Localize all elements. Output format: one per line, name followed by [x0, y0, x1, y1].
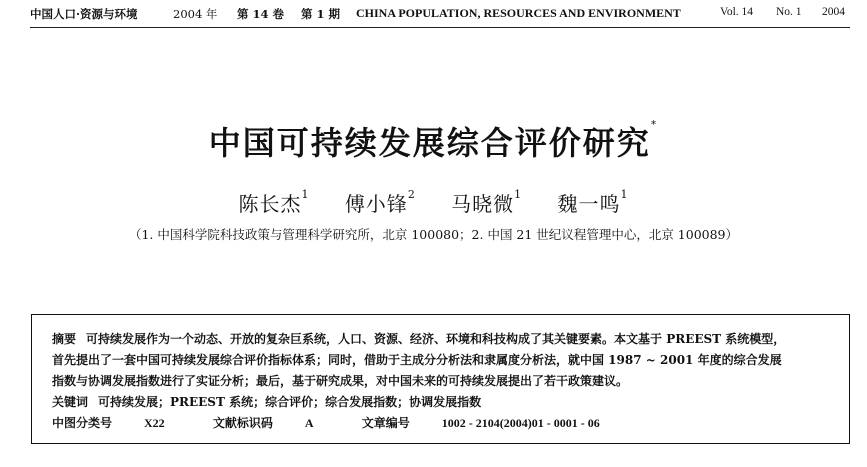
abstract-line: 指数与协调发展指数进行了实证分析；最后，基于研究成果，对中国未来的可持续发展提出了若干政策建议。	[52, 374, 629, 388]
author	[238, 188, 310, 216]
author-name: 马晓微	[451, 192, 515, 216]
doc-code-value: A	[304, 416, 314, 430]
clc-label: 中图分类号	[52, 416, 113, 430]
journal-name-en: CHINA POPULATION, RESOURCES AND ENVIRONMENT	[356, 6, 681, 20]
article-no-field	[362, 416, 622, 430]
title-footnote-mark: *	[650, 118, 659, 131]
abstract-box	[31, 314, 850, 444]
author	[344, 188, 416, 216]
classification-line	[52, 413, 833, 434]
author-name: 魏一鸣	[557, 192, 621, 216]
article-no-value: 1002 - 2104(2004)01 - 0001 - 06	[441, 416, 600, 430]
author-affil-mark: 1	[301, 188, 310, 201]
doc-code-field	[213, 416, 336, 430]
keywords-text: 可持续发展；PREEST 系统；综合评价；综合发展指数；协调发展指数	[98, 395, 482, 409]
journal-year-en: 2004	[822, 6, 845, 18]
header-rule	[30, 27, 850, 28]
article-no-label: 文章编号	[361, 416, 410, 430]
affiliations: （1. 中国科学院科技政策与管理科学研究所，北京 100080；2. 中国 21 世纪议程管理中心，北京 100089）	[128, 227, 739, 242]
abstract-label: 摘要	[52, 332, 77, 346]
journal-issue: 第 1 期	[301, 7, 341, 21]
author-affil-mark: 1	[514, 188, 523, 201]
running-header	[30, 6, 850, 26]
author	[451, 188, 523, 216]
author-affil-mark: 2	[407, 188, 416, 201]
author-name: 陈长杰	[238, 192, 302, 216]
author	[557, 188, 629, 216]
abstract-text: 可持续发展作为一个动态、开放的复杂巨系统，人口、资源、经济、环境和科技构成了其关键要素。本文基于 PREEST 系统模型，	[86, 332, 786, 346]
abstract-line: 首先提出了一套中国可持续发展综合评价指标体系；同时，借助于主成分分析法和隶属度分析法，就中国 1987 ~ 2001 年度的综合发展	[52, 353, 782, 367]
author-list	[0, 188, 867, 217]
doc-code-label: 文献标识码	[212, 416, 273, 430]
journal-volume: 第 14 卷	[237, 7, 285, 21]
journal-issue-en: No. 1	[776, 6, 802, 18]
author-affil-mark: 1	[620, 188, 629, 201]
journal-year: 2004 年	[173, 7, 218, 21]
keywords-label: 关键词	[52, 395, 89, 409]
journal-name: 中国人口·资源与环境	[30, 7, 138, 21]
abstract-line	[52, 329, 833, 350]
clc-field	[52, 416, 187, 430]
paper-title	[0, 118, 867, 164]
journal-volume-en: Vol. 14	[720, 6, 754, 18]
keywords-line	[52, 392, 833, 413]
clc-value: X22	[144, 416, 165, 430]
author-name: 傅小锋	[344, 192, 408, 216]
paper-title-text: 中国可持续发展综合评价研究	[208, 124, 651, 162]
